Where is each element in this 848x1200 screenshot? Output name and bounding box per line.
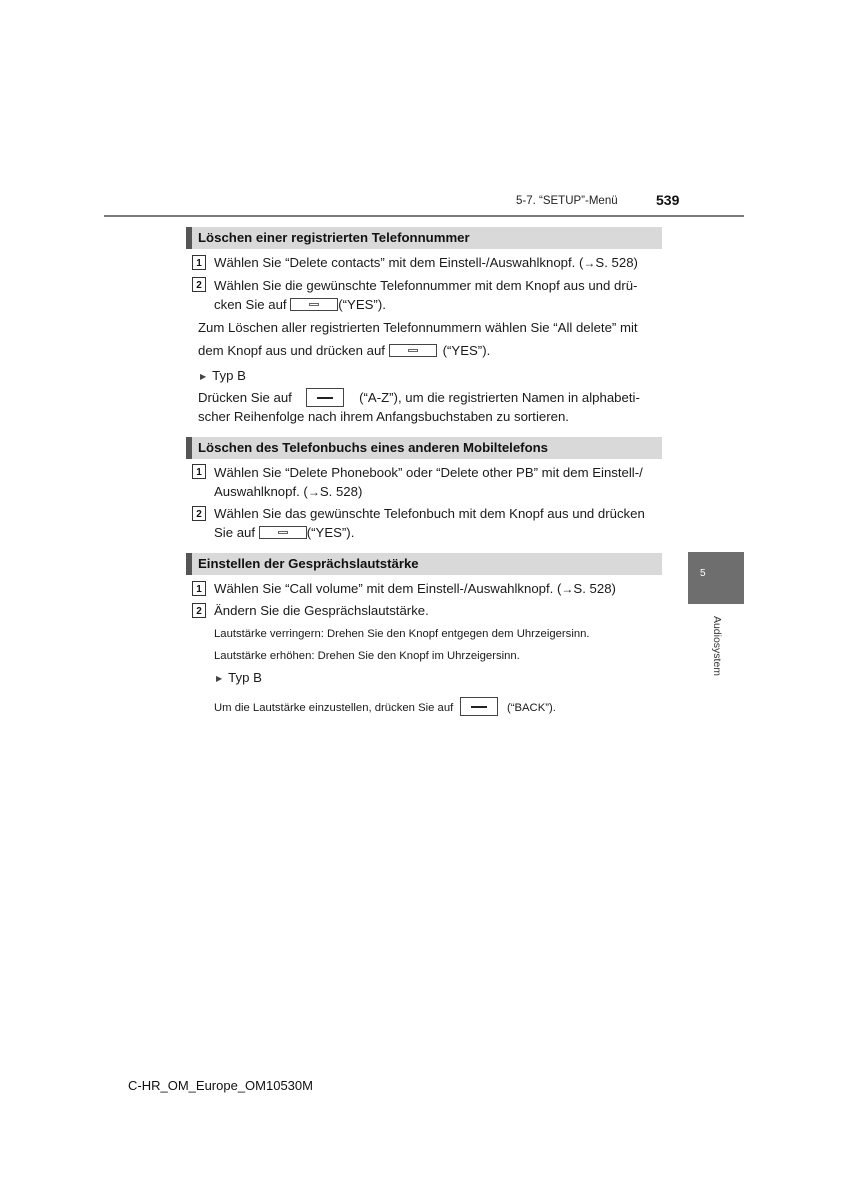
- step-text-part: Sie auf: [214, 525, 256, 540]
- arrow-icon: →: [307, 485, 320, 499]
- step-text: Wählen Sie “Delete Phonebook” oder “Delete other PB” mit dem Einstell-/: [214, 465, 643, 480]
- arrow-icon: →: [561, 582, 574, 596]
- step-text: [214, 253, 638, 274]
- section-breadcrumb: 5-7. “SETUP”-Menü: [516, 195, 618, 207]
- chapter-number: 5: [700, 568, 706, 579]
- arrow-icon: →: [583, 256, 596, 270]
- note-text: [198, 388, 640, 408]
- type-label-text: Typ B: [212, 368, 246, 383]
- note-text: Zum Löschen aller registrierten Telefonnummern wählen Sie “All delete” mit: [198, 320, 638, 335]
- step-text-part: (“YES”).: [306, 525, 355, 540]
- note-text-part: (“YES”).: [442, 343, 491, 358]
- step-text: [214, 295, 386, 315]
- type-label: [200, 366, 246, 387]
- detail-text: Lautstärke verringern: Drehen Sie den Knopf entgegen dem Uhrzeigersinn.: [214, 628, 590, 640]
- step-text: [214, 579, 616, 600]
- step-text-part: Auswahlknopf. (: [214, 484, 308, 499]
- type-label: [216, 668, 262, 689]
- page-reference: S. 528): [319, 484, 363, 499]
- note-text-part: Drücken Sie auf: [198, 390, 292, 405]
- triangle-bullet-icon: ▶: [200, 372, 207, 381]
- step-number: 1: [192, 581, 206, 596]
- step-text: [214, 523, 354, 543]
- step-text-part: (“YES”).: [338, 297, 386, 312]
- detail-text-part: (“BACK”).: [506, 702, 556, 714]
- document-id: C-HR_OM_Europe_OM10530M: [128, 1078, 313, 1093]
- note-text: [198, 341, 490, 361]
- detail-text: [214, 697, 556, 716]
- step-number: 2: [192, 506, 206, 521]
- step-text: Wählen Sie die gewünschte Telefonnummer mit dem Knopf aus und drü-: [214, 278, 638, 293]
- page-reference: S. 528): [573, 581, 616, 596]
- note-text-part: dem Knopf aus und drücken auf: [198, 343, 385, 358]
- detail-text: Lautstärke erhöhen: Drehen Sie den Knopf im Uhrzeigersinn.: [214, 650, 520, 662]
- step-text: [214, 482, 362, 503]
- page-reference: S. 528): [595, 255, 638, 270]
- note-text: scher Reihenfolge nach ihrem Anfangsbuchstaben zu sortieren.: [198, 409, 569, 424]
- detail-text-part: Um die Lautstärke einzustellen, drücken Sie auf: [214, 702, 454, 714]
- step-number: 1: [192, 255, 206, 270]
- section-heading: Löschen des Telefonbuchs eines anderen Mobiltelefons: [186, 437, 662, 459]
- yes-button-icon: [389, 344, 437, 357]
- note-text-part: (“A-Z”), um die registrierten Namen in alphabeti-: [359, 390, 640, 405]
- section-heading: Löschen einer registrierten Telefonnummer: [186, 227, 662, 249]
- yes-button-icon: [290, 298, 338, 311]
- step-number: 2: [192, 603, 206, 618]
- chapter-label: Audiosystem: [711, 615, 723, 677]
- step-number: 1: [192, 464, 206, 479]
- step-text: Wählen Sie das gewünschte Telefonbuch mit dem Knopf aus und drücken: [214, 506, 645, 521]
- triangle-bullet-icon: ▶: [216, 674, 223, 683]
- type-label-text: Typ B: [228, 670, 262, 685]
- back-button-icon: [460, 697, 498, 716]
- step-text-part: Wählen Sie “Delete contacts” mit dem Einstell-/Auswahlknopf. (: [214, 255, 584, 270]
- chapter-tab: [688, 552, 744, 604]
- section-heading: Einstellen der Gesprächslautstärke: [186, 553, 662, 575]
- step-number: 2: [192, 277, 206, 292]
- yes-button-icon: [259, 526, 307, 539]
- step-text-part: cken Sie auf: [214, 297, 287, 312]
- step-text: Ändern Sie die Gesprächslautstärke.: [214, 603, 429, 618]
- az-button-icon: [306, 388, 344, 407]
- step-text-part: Wählen Sie “Call volume” mit dem Einstell-/Auswahlknopf. (: [214, 581, 562, 596]
- header-rule: [104, 215, 744, 217]
- page-number: 539: [656, 192, 680, 208]
